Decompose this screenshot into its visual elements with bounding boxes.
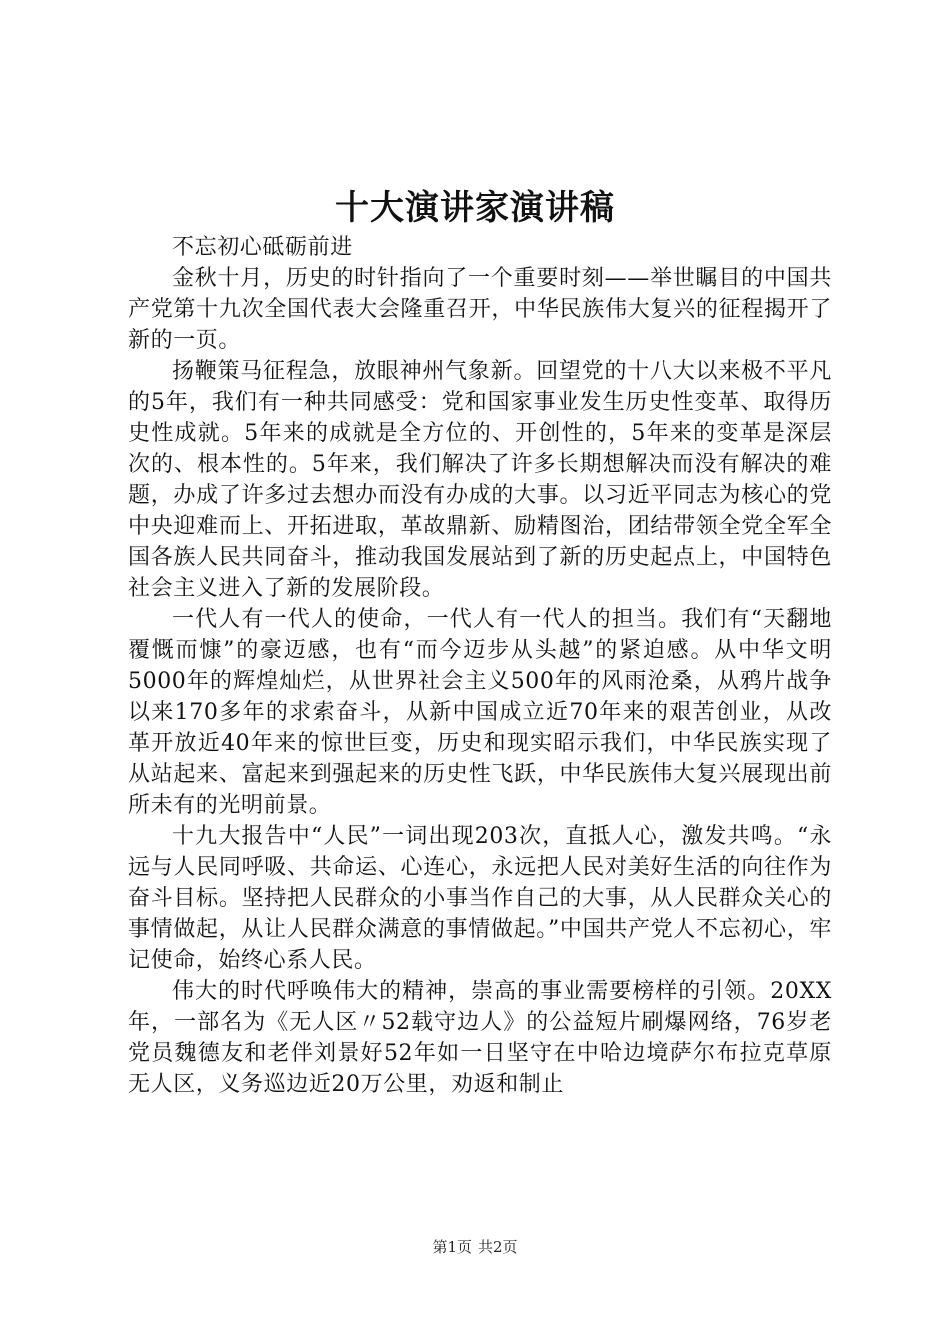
paragraph: 扬鞭策马征程急，放眼神州气象新。回望党的十八大以来极不平凡的5年，我们有一种共同感受：党和国家事业发生历史性变革、取得历史性成就。5年来的成就是全方位的、开创性的，5年来的变革是深层次的、根本性的。5年来，我们解决了许多长期想解决而没有解决的难题，办成了许多过去想办而没有办成的大事。以习近平同志为核心的党中央迎难而上、开拓进取，革故鼎新、励精图治，团结带领全党全军全国各族人民共同奋斗，推动我国发展站到了新的历史起点上，中国特色社会主义进入了新的发展阶段。 — [128, 359, 832, 601]
document-body — [128, 232, 832, 1100]
paragraph-subtitle: 不忘初心砥砺前进 — [172, 235, 353, 260]
page-total: 共2页 — [478, 1238, 518, 1256]
paragraph: 一代人有一代人的使命，一代人有一代人的担当。我们有“天翻地覆慨而慷”的豪迈感，也有“而今迈步从头越”的紧迫感。从中华文明5000年的辉煌灿烂，从世界社会主义500年的风雨沧桑，从鸦片战争以来170多年的求索奋斗，从新中国成立近70年来的艰苦创业，从改革开放近40年来的惊世巨变，历史和现实昭示我们，中华民族实现了从站起来、富起来到强起来的历史性飞跃，中华民族伟大复兴展现出前所未有的光明前景。 — [128, 607, 832, 818]
page-footer — [0, 1237, 950, 1257]
paragraph: 金秋十月，历史的时针指向了一个重要时刻——举世瞩目的中国共产党第十九次全国代表大会隆重召开，中华民族伟大复兴的征程揭开了新的一页。 — [128, 266, 832, 353]
document-title: 十大演讲家演讲稿 — [335, 188, 615, 228]
page-number: 第1页 — [432, 1238, 472, 1256]
paragraph: 十九大报告中“人民”一词出现203次，直抵人心，激发共鸣。“永远与人民同呼吸、共命运、心连心，永远把人民对美好生活的向往作为奋斗目标。坚持把人民群众的小事当作自己的大事，从人民群众关心的事情做起，从让人民群众满意的事情做起。”中国共产党人不忘初心，牢记使命，始终心系人民。 — [128, 824, 832, 973]
paragraph: 伟大的时代呼唤伟大的精神，崇高的事业需要榜样的引领。20XX年，一部名为《无人区〃52载守边人》的公益短片刷爆网络，76岁老党员魏德友和老伴刘景好52年如一日坚守在中哈边境萨尔布拉克草原无人区，义务巡边近20万公里，劝返和制止 — [128, 979, 832, 1097]
